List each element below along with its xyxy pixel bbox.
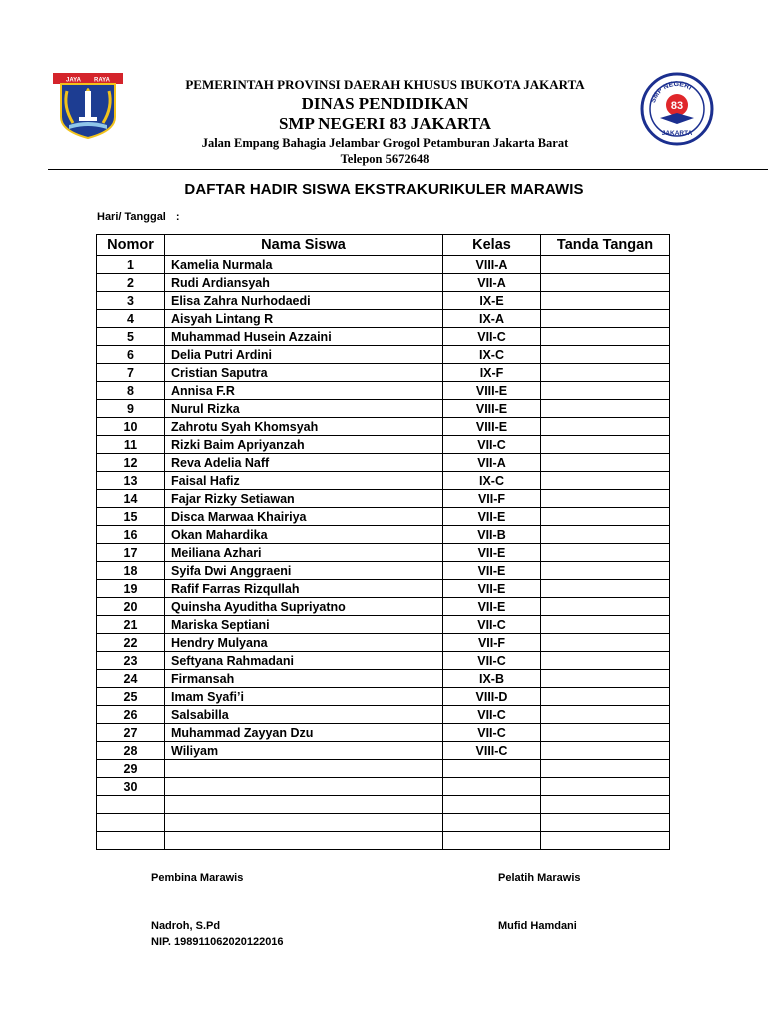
cell-tanda-tangan [541,742,670,760]
cell-nama-siswa: Mariska Septiani [165,616,443,634]
cell-nama-siswa: Delia Putri Ardini [165,346,443,364]
cell-nomor [97,796,165,814]
cell-nomor: 22 [97,634,165,652]
svg-text:83: 83 [670,100,684,112]
table-row [97,634,670,652]
cell-nomor: 13 [97,472,165,490]
cell-tanda-tangan [541,400,670,418]
table-row [97,382,670,400]
school-badge-icon [640,72,714,146]
cell-tanda-tangan [541,364,670,382]
cell-nama-siswa: Seftyana Rahmadani [165,652,443,670]
table-row [97,616,670,634]
column-header-nomor: Nomor [97,235,165,256]
cell-nama-siswa [165,778,443,796]
cell-nama-siswa: Faisal Hafiz [165,472,443,490]
cell-tanda-tangan [541,346,670,364]
cell-nama-siswa: Okan Mahardika [165,526,443,544]
column-header-tanda-tangan: Tanda Tangan [541,235,670,256]
document-title: DAFTAR HADIR SISWA EKSTRAKURIKULER MARAWIS [184,181,584,198]
cell-nomor: 27 [97,724,165,742]
cell-nomor: 19 [97,580,165,598]
table-row [97,688,670,706]
table-row [97,652,670,670]
column-header-kelas: Kelas [443,235,541,256]
cell-nomor: 17 [97,544,165,562]
cell-kelas: VIII-D [443,688,541,706]
attendance-table [96,234,670,850]
cell-nomor: 3 [97,292,165,310]
dki-jakarta-emblem [53,73,123,139]
cell-nomor: 26 [97,706,165,724]
cell-nomor [97,814,165,832]
cell-nama-siswa: Salsabilla [165,706,443,724]
cell-kelas [443,832,541,850]
cell-nama-siswa: Cristian Saputra [165,364,443,382]
date-label: Hari/ Tanggal [97,211,166,223]
cell-kelas: VIII-E [443,400,541,418]
cell-kelas: VII-C [443,436,541,454]
cell-nomor: 24 [97,670,165,688]
table-row [97,760,670,778]
cell-nama-siswa: Zahrotu Syah Khomsyah [165,418,443,436]
cell-kelas: IX-B [443,670,541,688]
cell-kelas: VII-B [443,526,541,544]
cell-nomor: 25 [97,688,165,706]
cell-nomor: 30 [97,778,165,796]
cell-tanda-tangan [541,490,670,508]
cell-tanda-tangan [541,724,670,742]
table-row [97,796,670,814]
right-signatory-name: Mufid Hamdani [498,920,577,932]
cell-kelas: IX-A [443,310,541,328]
cell-nomor: 8 [97,382,165,400]
cell-tanda-tangan [541,454,670,472]
cell-nama-siswa: Disca Marwaa Khairiya [165,508,443,526]
cell-kelas: VII-E [443,544,541,562]
cell-nomor: 11 [97,436,165,454]
cell-nomor: 28 [97,742,165,760]
cell-nama-siswa: Aisyah Lintang R [165,310,443,328]
cell-nomor: 9 [97,400,165,418]
cell-kelas [443,814,541,832]
cell-tanda-tangan [541,544,670,562]
cell-nomor [97,832,165,850]
cell-nama-siswa: Muhammad Zayyan Dzu [165,724,443,742]
cell-kelas: VII-E [443,562,541,580]
cell-nomor: 5 [97,328,165,346]
table-row [97,472,670,490]
cell-kelas: IX-C [443,346,541,364]
cell-kelas: VII-C [443,616,541,634]
table-row [97,256,670,274]
letterhead-divider [48,169,768,170]
cell-kelas: VII-E [443,598,541,616]
date-field [97,211,180,223]
cell-nomor: 4 [97,310,165,328]
table-row [97,436,670,454]
cell-tanda-tangan [541,616,670,634]
cell-nama-siswa: Rizki Baim Apriyanzah [165,436,443,454]
cell-kelas [443,796,541,814]
cell-nama-siswa: Fajar Rizky Setiawan [165,490,443,508]
table-row [97,544,670,562]
table-row [97,724,670,742]
cell-nama-siswa: Annisa F.R [165,382,443,400]
cell-nomor: 16 [97,526,165,544]
cell-kelas: VIII-E [443,382,541,400]
letterhead-government: PEMERINTAH PROVINSI DAERAH KHUSUS IBUKOTA JAKARTA [185,77,585,92]
table-row [97,508,670,526]
cell-tanda-tangan [541,436,670,454]
cell-nama-siswa: Syifa Dwi Anggraeni [165,562,443,580]
table-row [97,832,670,850]
column-header-nama: Nama Siswa [165,235,443,256]
cell-nama-siswa: Wiliyam [165,742,443,760]
cell-tanda-tangan [541,634,670,652]
cell-nama-siswa: Reva Adelia Naff [165,454,443,472]
cell-tanda-tangan [541,706,670,724]
cell-nomor: 14 [97,490,165,508]
cell-tanda-tangan [541,274,670,292]
cell-kelas: IX-F [443,364,541,382]
cell-nama-siswa: Firmansah [165,670,443,688]
table-row [97,274,670,292]
cell-nomor: 7 [97,364,165,382]
svg-text:SMP NEGERI: SMP NEGERI [649,80,693,104]
cell-nama-siswa: Imam Syafi’i [165,688,443,706]
cell-tanda-tangan [541,310,670,328]
cell-kelas: VII-A [443,454,541,472]
cell-tanda-tangan [541,652,670,670]
cell-kelas: VII-E [443,580,541,598]
cell-kelas: IX-C [443,472,541,490]
cell-tanda-tangan [541,796,670,814]
table-row [97,778,670,796]
cell-kelas: VII-C [443,724,541,742]
cell-tanda-tangan [541,670,670,688]
cell-nama-siswa: Muhammad Husein Azzaini [165,328,443,346]
date-colon: : [175,211,180,223]
cell-kelas: VII-A [443,274,541,292]
cell-nomor: 15 [97,508,165,526]
cell-tanda-tangan [541,688,670,706]
cell-nomor: 29 [97,760,165,778]
cell-nama-siswa: Rafif Farras Rizqullah [165,580,443,598]
table-row [97,328,670,346]
letterhead-agency: DINAS PENDIDIKAN [301,94,469,113]
cell-tanda-tangan [541,508,670,526]
letterhead-school: SMP NEGERI 83 JAKARTA [278,114,492,133]
cell-nomor: 12 [97,454,165,472]
cell-tanda-tangan [541,256,670,274]
table-row [97,400,670,418]
cell-nomor: 18 [97,562,165,580]
cell-kelas: VIII-E [443,418,541,436]
left-signatory-role: Pembina Marawis [151,872,244,884]
table-row [97,598,670,616]
cell-kelas: IX-E [443,292,541,310]
cell-tanda-tangan [541,292,670,310]
cell-nomor: 6 [97,346,165,364]
cell-kelas [443,760,541,778]
cell-nama-siswa [165,832,443,850]
table-row [97,310,670,328]
cell-nomor: 10 [97,418,165,436]
cell-tanda-tangan [541,472,670,490]
cell-tanda-tangan [541,418,670,436]
cell-kelas: VII-F [443,490,541,508]
table-row [97,490,670,508]
cell-nama-siswa: Meiliana Azhari [165,544,443,562]
cell-kelas: VIII-A [443,256,541,274]
cell-tanda-tangan [541,778,670,796]
cell-nama-siswa: Quinsha Ayuditha Supriyatno [165,598,443,616]
left-signatory-nip: NIP. 198911062020122016 [151,936,284,948]
cell-nama-siswa: Hendry Mulyana [165,634,443,652]
table-row [97,418,670,436]
dki-jakarta-emblem-icon [53,73,123,139]
svg-text:JAYA: JAYA [66,77,81,84]
cell-tanda-tangan [541,562,670,580]
cell-nomor: 21 [97,616,165,634]
cell-kelas [443,778,541,796]
cell-tanda-tangan [541,598,670,616]
smp-83-logo [640,72,714,146]
cell-kelas: VIII-C [443,742,541,760]
cell-tanda-tangan [541,382,670,400]
svg-text:RAYA: RAYA [94,77,110,84]
cell-nomor: 23 [97,652,165,670]
svg-text:JAKARTA: JAKARTA [661,130,693,137]
table-row [97,814,670,832]
cell-tanda-tangan [541,832,670,850]
table-row [97,454,670,472]
cell-tanda-tangan [541,580,670,598]
table-row [97,526,670,544]
cell-nomor: 20 [97,598,165,616]
cell-kelas: VII-C [443,652,541,670]
table-row [97,364,670,382]
right-signatory-role: Pelatih Marawis [498,872,581,884]
cell-kelas: VII-C [443,328,541,346]
cell-nama-siswa: Kamelia Nurmala [165,256,443,274]
cell-tanda-tangan [541,526,670,544]
table-row [97,670,670,688]
table-row [97,706,670,724]
cell-nama-siswa: Nurul Rizka [165,400,443,418]
cell-nomor: 2 [97,274,165,292]
cell-nama-siswa [165,814,443,832]
table-row [97,292,670,310]
cell-tanda-tangan [541,760,670,778]
cell-nama-siswa [165,760,443,778]
table-header-row [97,235,670,256]
table-row [97,742,670,760]
table-row [97,580,670,598]
letterhead-address: Jalan Empang Bahagia Jelambar Grogol Petamburan Jakarta Barat [201,136,569,150]
cell-tanda-tangan [541,814,670,832]
cell-tanda-tangan [541,328,670,346]
cell-nama-siswa: Rudi Ardiansyah [165,274,443,292]
cell-nama-siswa [165,796,443,814]
cell-nama-siswa: Elisa Zahra Nurhodaedi [165,292,443,310]
letterhead-phone: Telepon 5672648 [340,152,430,166]
cell-kelas: VII-E [443,508,541,526]
table-row [97,562,670,580]
table-row [97,346,670,364]
cell-kelas: VII-F [443,634,541,652]
cell-nomor: 1 [97,256,165,274]
left-signatory-name: Nadroh, S.Pd [151,920,221,932]
cell-kelas: VII-C [443,706,541,724]
